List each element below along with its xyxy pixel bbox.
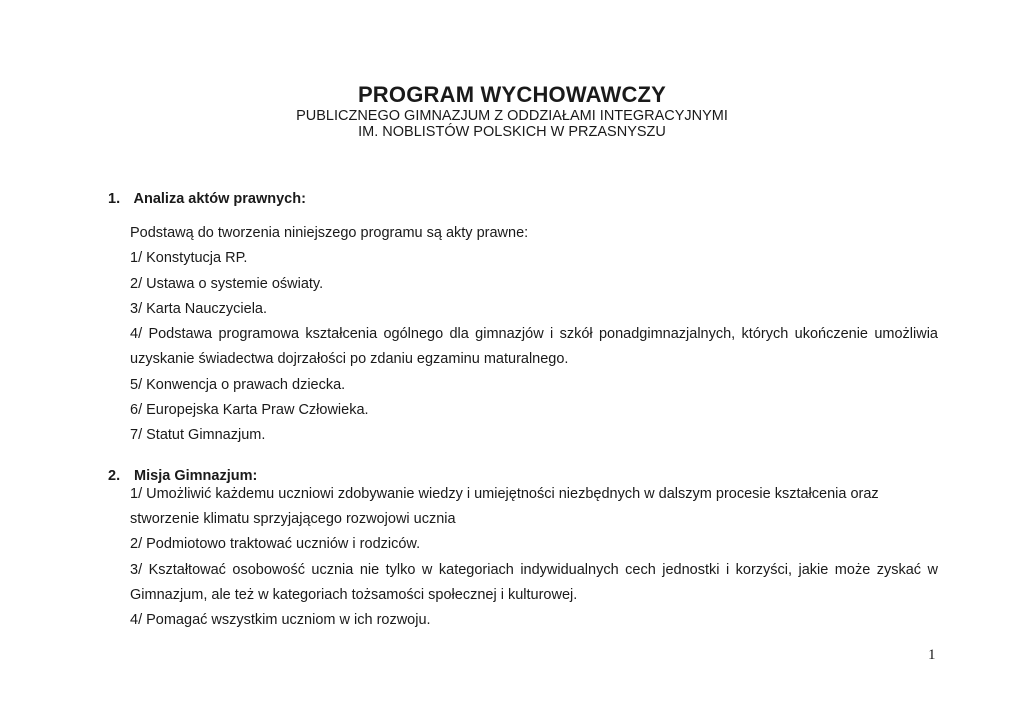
list-item-continuation: stworzenie klimatu sprzyjającego rozwojowi ucznia [130,511,456,527]
section-1-heading [108,191,306,207]
list-item: 2/ Ustawa o systemie oświaty. [130,276,324,292]
list-item: 1/ Umożliwić każdemu uczniowi zdobywanie wiedzy i umiejętności niezbędnych w dalszym procesie kształcenia oraz [130,486,879,502]
list-item: 1/ Konstytucja RP. [130,250,248,266]
list-item: 6/ Europejska Karta Praw Człowieka. [130,402,369,418]
list-item-continuation: Gimnazjum, ale też w kategoriach tożsamości społecznej i kulturowej. [130,587,578,603]
list-item: 3/ Kształtować osobowość ucznia nie tylko w kategoriach indywidualnych cech jednostki i korzyści, jakie może zyskać w [130,562,938,578]
list-item: 4/ Pomagać wszystkim uczniom w ich rozwoju. [130,612,431,628]
section-2-number: 2. [108,468,121,484]
list-item: 5/ Konwencja o prawach dziecka. [130,377,346,393]
section-1-intro: Podstawą do tworzenia niniejszego programu są akty prawne: [130,225,529,241]
list-item: 3/ Karta Nauczyciela. [130,301,268,317]
section-1-number: 1. [108,191,121,207]
list-item-continuation: uzyskanie świadectwa dojrzałości po zdaniu egzaminu maturalnego. [130,351,569,367]
list-item: 2/ Podmiotowo traktować uczniów i rodziców. [130,536,421,552]
section-2-title: Misja Gimnazjum: [134,468,258,484]
document-subtitle-school: PUBLICZNEGO GIMNAZJUM Z ODDZIAŁAMI INTEGRACYJNYMI [296,108,728,124]
document-title: PROGRAM WYCHOWAWCZY [357,82,667,107]
section-2-heading [108,468,257,484]
list-item: 7/ Statut Gimnazjum. [130,427,266,443]
section-1-title: Analiza aktów prawnych: [133,191,306,207]
page-number: 1 [928,647,936,663]
list-item: 4/ Podstawa programowa kształcenia ogólnego dla gimnazjów i szkół ponadgimnazjalnych, których ukończenie umożliwia [130,326,938,342]
document-subtitle-patron: IM. NOBLISTÓW POLSKICH W PRZASNYSZU [358,124,666,140]
